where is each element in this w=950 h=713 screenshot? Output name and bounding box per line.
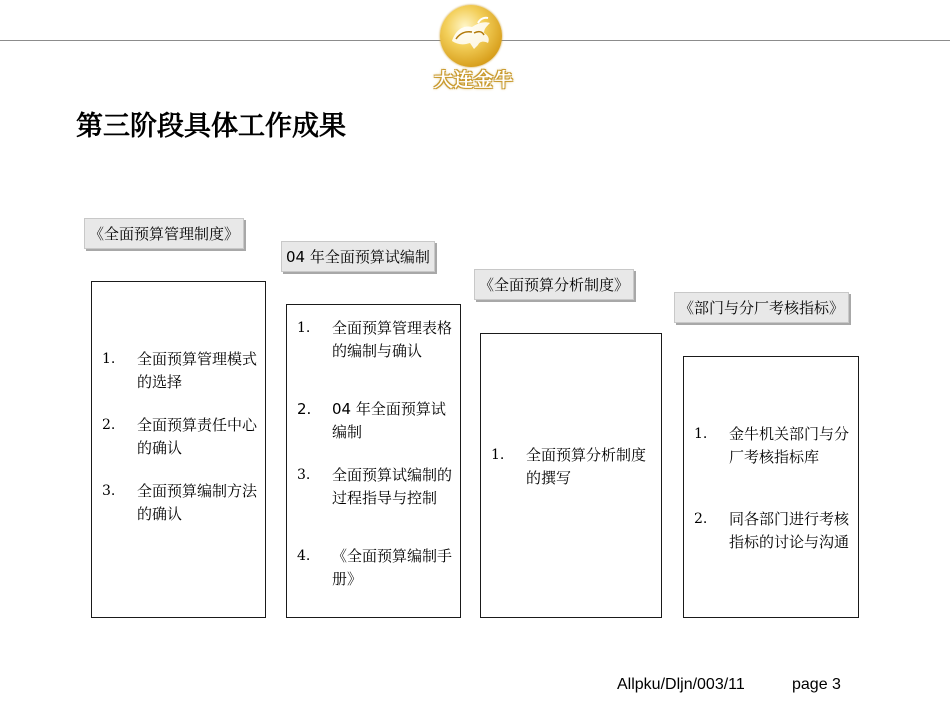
list-item: 1. 全面预算管理表格的编制与确认 xyxy=(297,319,453,360)
bull-emblem-icon xyxy=(440,5,502,67)
list-item: 3. 全面预算试编制的过程指导与控制 xyxy=(297,466,453,507)
list-item: 4. 《全面预算编制手册》 xyxy=(297,547,453,588)
box-budget-management-system xyxy=(91,281,266,618)
list-item: 2. 04 年全面预算试编制 xyxy=(297,400,446,441)
logo-text: 大连金牛 xyxy=(433,69,514,91)
label-budget-trial-compilation: 04 年全面预算试编制 xyxy=(281,241,435,272)
page-title: 第三阶段具体工作成果 xyxy=(76,111,346,142)
box-budget-trial-compilation xyxy=(286,304,461,618)
label-department-assessment-indicators: 《部门与分厂考核指标》 xyxy=(674,292,849,323)
page-number: page 3 xyxy=(792,676,841,693)
label-budget-analysis-system: 《全面预算分析制度》 xyxy=(474,269,634,300)
box-budget-analysis-system xyxy=(480,333,662,618)
label-budget-management-system: 《全面预算管理制度》 xyxy=(84,218,244,249)
company-logo xyxy=(418,5,530,91)
list-item: 2. 同各部门进行考核指标的讨论与沟通 xyxy=(694,510,850,551)
list-item: 1. 全面预算管理模式的选择 xyxy=(102,350,258,391)
list-item: 1. 金牛机关部门与分厂考核指标库 xyxy=(694,425,850,466)
list-item: 1. 全面预算分析制度的撰写 xyxy=(491,446,647,487)
list-item: 3. 全面预算编制方法的确认 xyxy=(102,482,258,523)
list-item: 2. 全面预算责任中心的确认 xyxy=(102,416,258,457)
document-code: Allpku/Dljn/003/11 xyxy=(617,676,745,693)
box-department-assessment-indicators xyxy=(683,356,859,618)
